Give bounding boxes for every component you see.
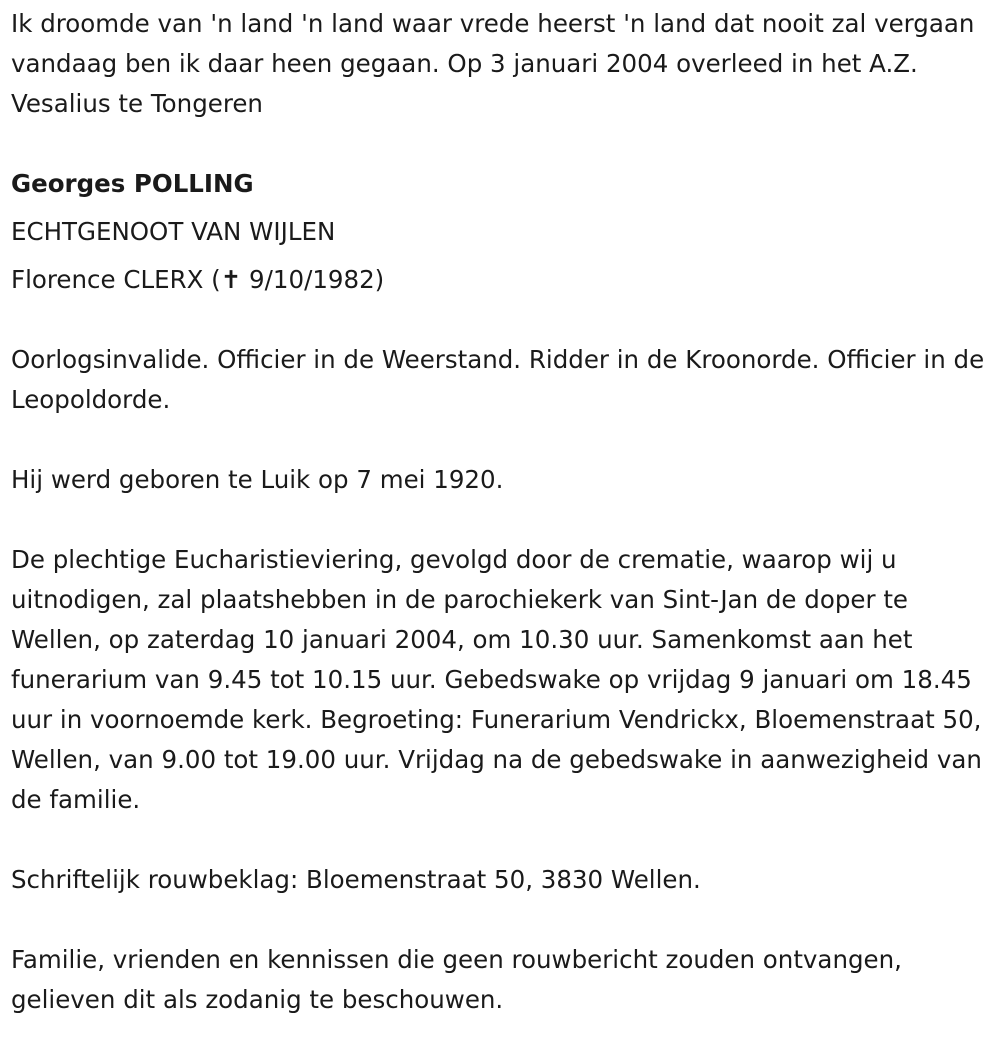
intro-paragraph: Ik droomde van 'n land 'n land waar vrede heerst 'n land dat nooit zal vergaan vandaag ben ik daar heen gegaan. Op 3 januari 2004 overleed in het A.Z. Vesalius te Tongeren (11, 9, 975, 118)
honours-paragraph: Oorlogsinvalide. Officier in de Weerstand. Ridder in de Kroonorde. Officier in de Leopoldorde. (11, 345, 985, 414)
ceremony-paragraph: De plechtige Eucharistieviering, gevolgd door de crematie, waarop wij u uitnodigen, zal plaatshebben in de parochiekerk van Sint-Jan de doper te Wellen, op zaterdag 10 januari 2004, om 10.30 uur. Samenkomst aan het funerarium van 9.45 tot 10.15 uur. Gebedswake op vrijdag 9 januari om 18.45 uur in voornoemde kerk. Begroeting: Funerarium Vendrickx, Bloemenstraat 50, Wellen, van 9.00 tot 19.00 uur. Vrijdag na de gebedswake in aanwezigheid van de familie. (11, 545, 982, 814)
condolences-paragraph: Schriftelijk rouwbeklag: Bloemenstraat 50, 3830 Wellen. (11, 865, 701, 894)
obituary-notice (11, 0, 993, 1060)
birth-paragraph: Hij werd geboren te Luik op 7 mei 1920. (11, 465, 504, 494)
deceased-block (11, 164, 993, 300)
closing-paragraph: Familie, vrienden en kennissen die geen rouwbericht zouden ontvangen, gelieven dit als zodanig te beschouwen. (11, 945, 902, 1014)
spouse-name: Florence CLERX (✝ 9/10/1982) (11, 265, 385, 294)
deceased-name: Georges POLLING (11, 169, 254, 198)
relation-label: ECHTGENOOT VAN WIJLEN (11, 217, 336, 246)
